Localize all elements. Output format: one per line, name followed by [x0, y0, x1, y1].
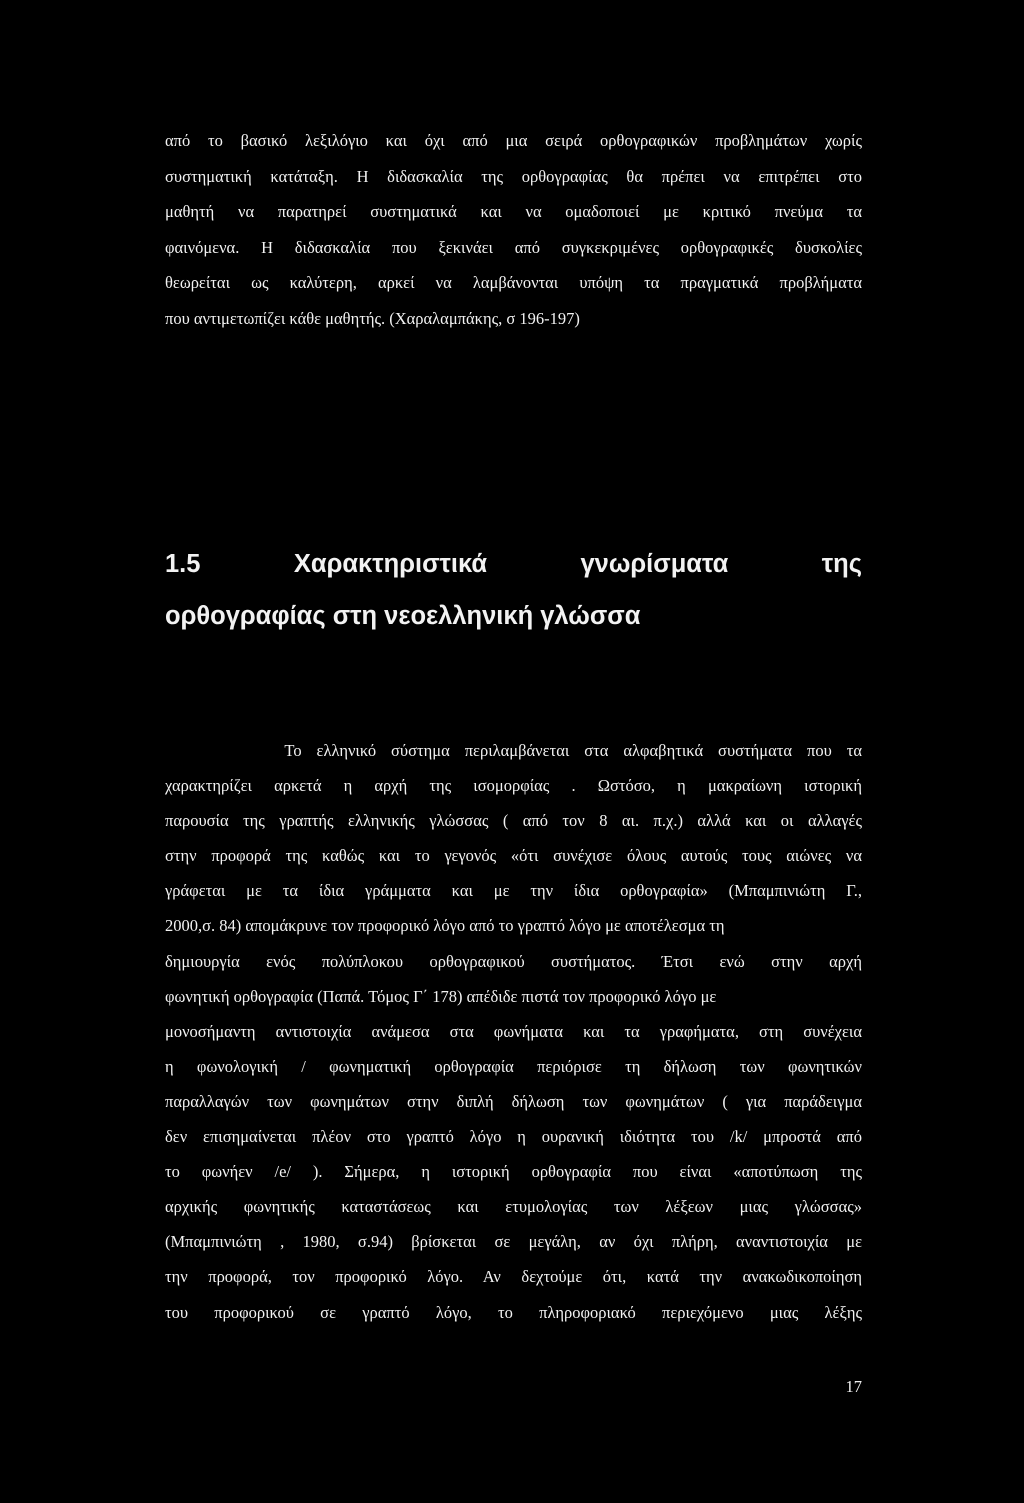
text-line: την προφορά, τον προφορικό λόγο. Αν δεχτούμε ότι, κατά την ανακωδικοποίηση [165, 1267, 862, 1287]
text-line: Το ελληνικό σύστημα περιλαμβάνεται στα αλφαβητικά συστήματα που τα [165, 741, 862, 760]
text-line: το φωνήεν /e/ ). Σήμερα, η ιστορική ορθογραφία που είναι «αποτύπωση της [165, 1162, 862, 1182]
text-line: παρουσία της γραπτής ελληνικής γλώσσας ( από τον 8 αι. π.χ.) αλλά και οι αλλαγές [165, 811, 862, 831]
text-line: δημιουργία ενός πολύπλοκου ορθογραφικού συστήματος. Έτσι ενώ στην αρχή [165, 951, 862, 971]
page-number: 17 [845, 1377, 862, 1396]
section-heading [165, 544, 862, 648]
text-line: δεν επισημαίνεται πλέον στο γραπτό λόγο η ουρανική ιδιότητα του /k/ μπροστά από [165, 1127, 862, 1147]
text-line: 2000,σ. 84) απομάκρυνε τον προφορικό λόγο από το γραπτό λόγο με αποτέλεσμα τη [165, 916, 725, 936]
section-heading-line: ορθογραφίας στη νεοελληνική γλώσσα [165, 602, 641, 630]
text-line: φαινόμενα. Η διδασκαλία που ξεκινάει από συγκεκριμένες ορθογραφικές δυσκολίες [165, 237, 862, 257]
text-line: του προφορικού σε γραπτό λόγο, το πληροφοριακό περιεχόμενο μιας λέξης [165, 1302, 862, 1322]
text-line: (Μπαμπινιώτη , 1980, σ.94) βρίσκεται σε μεγάλη, αν όχι πλήρη, αναντιστοιχία με [165, 1232, 862, 1252]
text-line: μαθητή να παρατηρεί συστηματικά και να ομαδοποιεί με κριτικό πνεύμα τα [165, 202, 862, 221]
text-line: από το βασικό λεξιλόγιο και όχι από μια σειρά ορθογραφικών προβλημάτων χωρίς [165, 131, 862, 150]
text-line: φωνητική ορθογραφία (Παπά. Τόμος Γ΄ 178) απέδιδε πιστά τον προφορικό λόγο με [165, 986, 717, 1006]
text-line: χαρακτηρίζει αρκετά η αρχή της ισομορφίας . Ωστόσο, η μακραίωνη ιστορική [165, 776, 862, 796]
section-heading-line: 1.5 Χαρακτηριστικά γνωρίσματα της [165, 550, 862, 578]
text-line: στην προφορά της καθώς και το γεγονός «ότι συνέχισε όλους αυτούς τους αιώνες να [165, 846, 862, 866]
text-line: συστηματική κατάταξη. Η διδασκαλία της ορθογραφίας θα πρέπει να επιτρέπει στο [165, 166, 862, 186]
text-line: παραλλαγών των φωνημάτων στην διπλή δήλωση των φωνημάτων ( για παράδειγμα [165, 1091, 862, 1111]
intro-paragraph [165, 123, 862, 336]
text-line: η φωνολογική / φωνηματική ορθογραφία περιόρισε τη δήλωση των φωνητικών [165, 1056, 862, 1076]
text-line: θεωρείται ως καλύτερη, αρκεί να λαμβάνονται υπόψη τα πραγματικά προβλήματα [165, 273, 862, 292]
text-line: αρχικής φωνητικής καταστάσεως και ετυμολογίας των λέξεων μιας γλώσσας» [165, 1197, 862, 1217]
text-line: μονοσήμαντη αντιστοιχία ανάμεσα στα φωνήματα και τα γραφήματα, στη συνέχεια [165, 1021, 862, 1041]
body-paragraph [165, 733, 862, 1330]
text-line: γράφεται με τα ίδια γράμματα και με την ίδια ορθογραφία» (Μπαμπινιώτη Γ., [165, 881, 862, 901]
text-line: που αντιμετωπίζει κάθε μαθητής. (Χαραλαμπάκης, σ 196-197) [165, 308, 580, 328]
